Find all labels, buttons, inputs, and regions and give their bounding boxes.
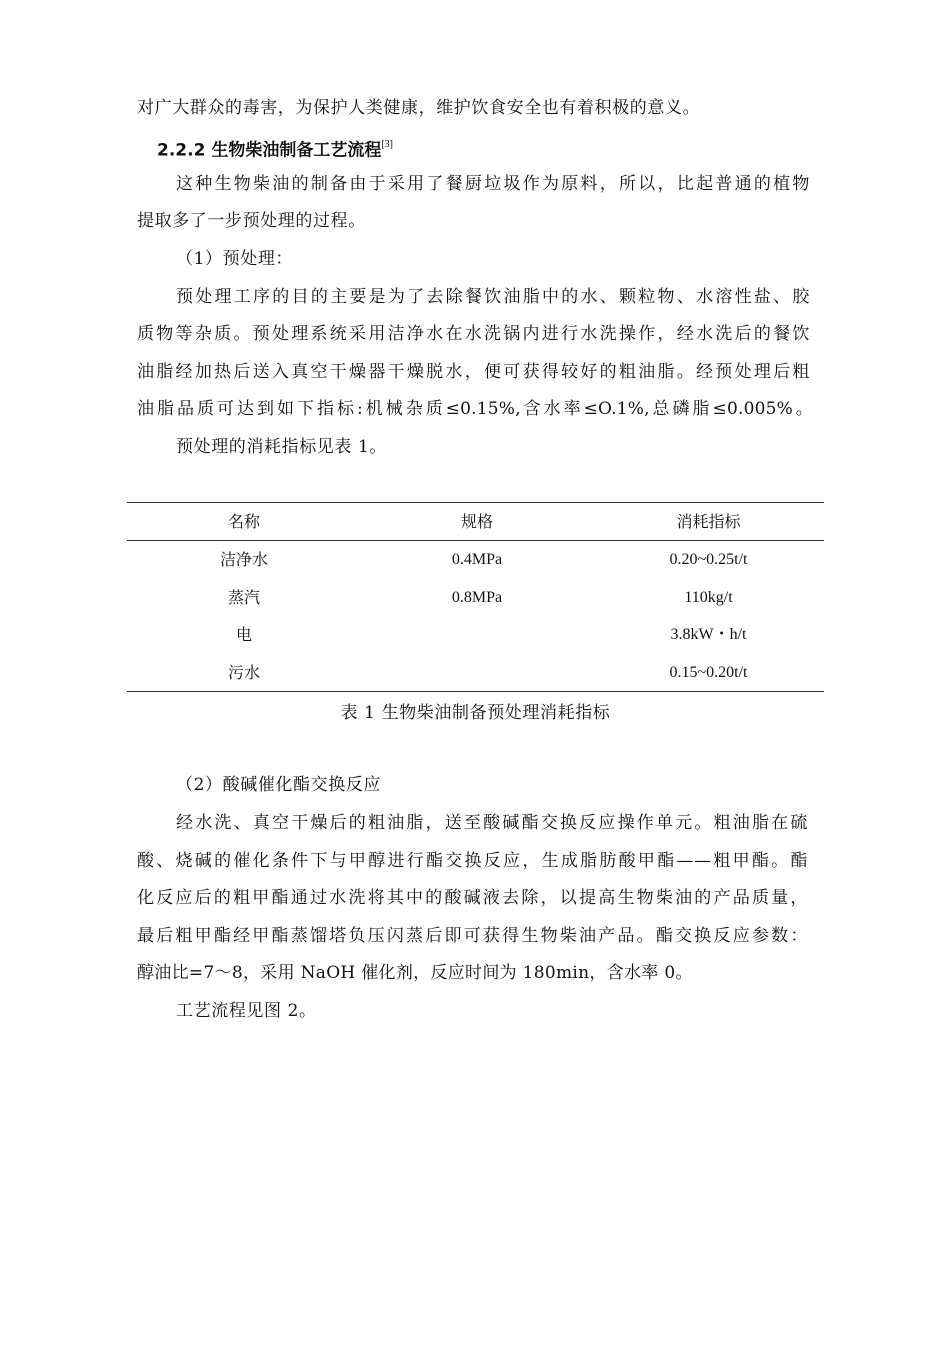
table-caption: 表 1 生物柴油制备预处理消耗指标 (340, 703, 611, 723)
table-cell: 0.4MPa (451, 551, 503, 568)
paragraph-line: 预处理的消耗指标见表 1。 (176, 437, 388, 457)
paragraph-line: 预处理工序的目的主要是为了去除餐饮油脂中的水、颗粒物、水溶性盐、胶 (176, 287, 810, 307)
table-cell: 0.8MPa (451, 589, 503, 606)
table-top-rule (127, 502, 824, 503)
subsection-title: （1）预处理： (176, 249, 294, 269)
reference-marker: [3] (381, 139, 393, 150)
table-header-rule (127, 540, 824, 541)
table-cell: 110kg/t (684, 589, 733, 606)
table-cell: 电 (235, 625, 252, 644)
paragraph-line: 油脂品质可达到如下指标:机械杂质≤0.15%,含水率≤O.1%,总磷脂≤0.005%。 (137, 399, 813, 419)
section-heading (157, 136, 393, 162)
table-header-cell: 规格 (460, 512, 493, 531)
paragraph-line: 质物等杂质。预处理系统采用洁净水在水洗锅内进行水洗操作，经水洗后的餐饮 (137, 324, 810, 344)
table-cell: 蒸汽 (227, 588, 260, 607)
paragraph-line: 化反应后的粗甲酯通过水洗将其中的酸碱液去除，以提高生物柴油的产品质量， (137, 888, 808, 908)
subsection-title: （2）酸碱催化酯交换反应 (176, 775, 382, 795)
paragraph-line: 最后粗甲酯经甲酯蒸馏塔负压闪蒸后即可获得生物柴油产品。酯交换反应参数： (137, 926, 808, 946)
table-bottom-rule (127, 691, 824, 692)
table-cell: 污水 (227, 663, 260, 682)
paragraph-line: 酸、烧碱的催化条件下与甲醇进行酯交换反应，生成脂肪酸甲酯——粗甲酯。酯 (137, 851, 808, 871)
table-cell: 0.20~0.25t/t (669, 551, 748, 568)
table-header-cell: 消耗指标 (676, 512, 741, 531)
paragraph-line: 经水洗、真空干燥后的粗油脂，送至酸碱酯交换反应操作单元。粗油脂在硫 (176, 813, 808, 833)
section-heading-text: 2.2.2 生物柴油制备工艺流程 (157, 140, 382, 161)
paragraph-line: 对广大群众的毒害，为保护人类健康，维护饮食安全也有着积极的意义。 (137, 98, 701, 118)
table-cell: 0.15~0.20t/t (669, 664, 748, 681)
table-header-cell: 名称 (227, 512, 260, 531)
paragraph-line: 这种生物柴油的制备由于采用了餐厨垃圾作为原料，所以，比起普通的植物 (176, 174, 810, 194)
paragraph-line: 醇油比=7～8，采用 NaOH 催化剂，反应时间为 180min，含水率 0。 (137, 963, 693, 983)
paragraph-line: 油脂经加热后送入真空干燥器干燥脱水，便可获得较好的粗油脂。经预处理后粗 (137, 362, 810, 382)
table-cell: 洁净水 (219, 550, 268, 569)
paragraph-line: 提取多了一步预处理的过程。 (137, 211, 366, 231)
table-cell: 3.8kW・h/t (670, 626, 747, 643)
paragraph-line: 工艺流程见图 2。 (176, 1001, 317, 1021)
